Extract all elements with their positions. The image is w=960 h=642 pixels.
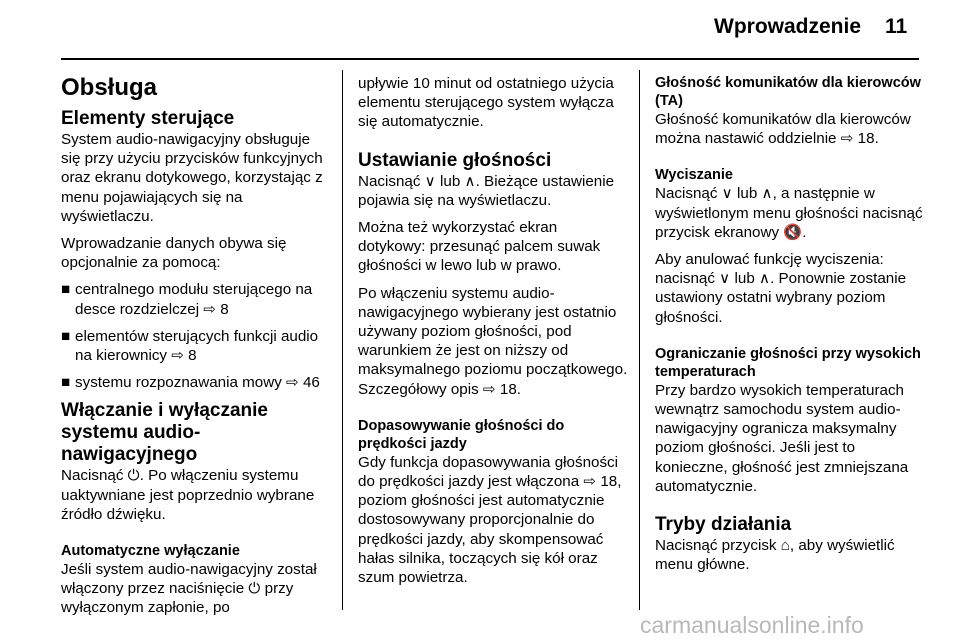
bullet-list [61, 280, 331, 392]
column-divider [342, 70, 343, 610]
chapter-title: Obsługa [61, 74, 158, 101]
list-item [61, 280, 331, 318]
watermark-text: carmanualsonline.info [640, 612, 864, 638]
paragraph: Wprowadzanie danych obywa się opcjonalnie za pomocą: [61, 235, 287, 272]
paragraph: Nacisnąć przycisk ⌂, aby wyświetlić menu główne. [655, 537, 895, 574]
bullet-icon: ■ [61, 374, 71, 392]
subsection-heading: Ograniczanie głośności przy wysokich temperaturach [655, 345, 921, 380]
subsection-heading: Głośność komunikatów dla kierowców (TA) [655, 75, 921, 109]
subsection-heading: Dopasowywanie głośności do prędkości jazdy [358, 417, 565, 452]
list-item-text: elementów sterujących funkcji audio na kierownicy ⇨ 8 [75, 327, 319, 365]
paragraph: Nacisnąć ∨ lub ∧. Bieżące ustawienie pojawia się na wyświetlaczu. [358, 172, 615, 209]
paragraph: upływie 10 minut od ostatniego użycia elementu sterującego system wyłącza się automatycznie. [358, 75, 614, 131]
column-1 [61, 74, 331, 626]
paragraph: Nacisnąć ⏻. Po włączeniu systemu uaktywniane jest poprzednio wybrane źródło dźwięku. [61, 467, 315, 523]
subsection-heading: Automatyczne wyłączanie [61, 543, 240, 560]
list-item-text: systemu rozpoznawania mowy ⇨ 46 [75, 374, 320, 392]
section-heading: Włączanie i wyłączanie systemu audio-nawigacyjnego [61, 400, 268, 466]
paragraph: Można też wykorzystać ekran dotykowy: przesunąć palcem suwak głośności w lewo lub w prawo. [358, 219, 601, 275]
section-heading: Tryby działania [655, 514, 792, 536]
paragraph: Jeśli system audio-nawigacyjny został włączony przez naciśnięcie ⏻ przy wyłączonym zapłonie, po [61, 561, 317, 617]
column-divider [639, 70, 640, 610]
column-3 [655, 74, 925, 582]
section-heading: Ustawianie głośności [358, 149, 552, 171]
paragraph: Gdy funkcja dopasowywania głośności do prędkości jazdy jest włączona ⇨ 18, poziom głośności jest automatycznie dostosowywany proporcjonalnie do prędkości jazdy, aby skompensować hałas silnika, toczących się kół oraz szum powietrza. [358, 453, 622, 587]
bullet-icon: ■ [61, 327, 71, 345]
bullet-icon: ■ [61, 281, 71, 299]
subsection-heading: Wyciszanie [655, 167, 733, 184]
list-item [61, 373, 331, 392]
column-2 [358, 74, 628, 595]
page-number: 11 [885, 15, 908, 38]
paragraph: Głośność komunikatów dla kierowców można nastawić oddzielnie ⇨ 18. [655, 111, 911, 148]
header-divider [61, 58, 919, 60]
section-title: Wprowadzenie [714, 15, 862, 38]
section-heading: Elementy sterujące [61, 108, 235, 129]
paragraph: Po włączeniu systemu audio-nawigacyjnego wybierany jest ostatnio używany poziom głośności, pod warunkiem że jest on niższy od maksymalnego poziomu początkowego. Szczegółowy opis ⇨ 18. [358, 284, 628, 398]
page-header [0, 0, 960, 58]
paragraph: System audio-nawigacyjny obsługuje się przy użyciu przycisków funkcyjnych oraz ekranu dotykowego, korzystając z menu pojawiających się na wyświetlaczu. [61, 131, 323, 225]
paragraph: Aby anulować funkcję wyciszenia: nacisnąć ∨ lub ∧. Ponownie zostanie ustawiony ostatni wybrany poziom głośności. [655, 251, 907, 326]
list-item [61, 327, 331, 365]
paragraph: Przy bardzo wysokich temperaturach wewnątrz samochodu system audio-nawigacyjny ogranicza maksymalny poziom głośności. Jeśli jest to konieczne, głośność jest zmniejszana automatycznie. [655, 381, 909, 495]
paragraph: Nacisnąć ∨ lub ∧, a następnie w wyświetlonym menu głośności nacisnąć przycisk ekranowy 🔇. [655, 185, 923, 241]
list-item-text: centralnego modułu sterującego na desce rozdzielczej ⇨ 8 [75, 281, 313, 318]
